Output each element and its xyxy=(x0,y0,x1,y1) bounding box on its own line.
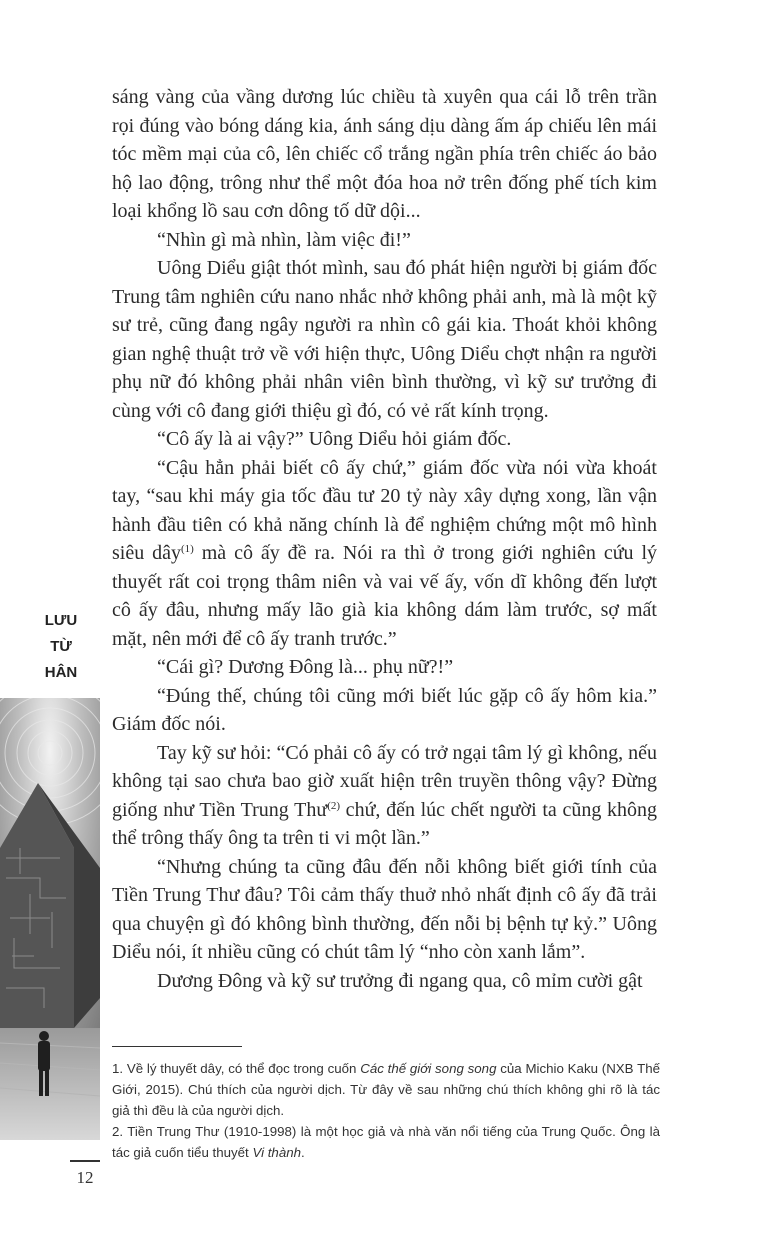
author-line: LƯU xyxy=(44,612,78,629)
book-title: Các thế giới song song xyxy=(360,1061,497,1076)
paragraph xyxy=(112,739,657,853)
cover-art-strip xyxy=(0,698,100,1140)
paragraph xyxy=(112,454,657,654)
footnote-text: của Michio Kaku (NXB Thế Giới, 2015). Chú thích của người dịch. Từ đây về sau những chú thích không ghi rõ là tác giả thì đều là của người dịch. xyxy=(112,1061,660,1118)
footnote-reference: (1) xyxy=(181,543,194,555)
footnote-1 xyxy=(112,1058,660,1121)
paragraph: sáng vàng của vầng dương lúc chiều tà xuyên qua cái lỗ trên trần rọi đúng vào bóng dáng kia, ánh sáng dịu dàng ấm áp chiếu lên mái tóc mềm mại của cô, lên chiếc cổ trắng ngần phía trên chiếc áo bảo hộ lao động, trông như thể một đóa hoa nở trên đống phế tích kim loại khổng lồ sau cơn dông tố dữ dội... xyxy=(112,86,657,222)
author-name-vertical xyxy=(38,608,84,686)
paragraph-text: “Cậu hẳn phải biết cô ấy chứ,” giám đốc vừa nói vừa khoát tay, “sau khi máy gia tốc đầu tư 20 tỷ này xây dựng xong, lần vận hành đầu tiên có khả năng chính là để nghiệm chứng một mô hình siêu dây xyxy=(112,456,657,564)
paragraph-text: chứ, đến lúc chết người ta cũng không thể trông thấy ông ta trên ti vi một lần.” xyxy=(112,798,658,849)
page-number-rule xyxy=(70,1160,100,1162)
paragraph: “Nhưng chúng ta cũng đâu đến nỗi không biết giới tính của Tiền Trung Thư đâu? Tôi cảm thấy thuở nhỏ nhất định cô ấy đã trải qua chuyện gì đó không bình thường, đến nỗi bị bệnh tự kỷ.” Uông Diểu nói, ít nhiều cũng có chút tâm lý “nho còn xanh lắm”. xyxy=(112,855,657,963)
paragraph-text: mà cô ấy đề ra. Nói ra thì ở trong giới nghiên cứu lý thuyết rất coi trọng thâm niên và vai vế ấy, vốn dĩ không đến lượt cô ấy đâu, nhưng mấy lão già kia không dám làm trước, sợ mất mặt, nên mới để cô ấy tranh trước.” xyxy=(112,542,658,650)
paragraph: “Đúng thế, chúng tôi cũng mới biết lúc gặp cô ấy hôm kia.” Giám đốc nói. xyxy=(112,684,657,735)
footnote-text: . xyxy=(301,1145,305,1160)
paragraph: Dương Đông và kỹ sư trưởng đi ngang qua, cô mỉm cười gật xyxy=(157,969,643,992)
paragraph: “Cái gì? Dương Đông là... phụ nữ?!” xyxy=(157,656,454,678)
body-text xyxy=(112,83,657,995)
paragraph: Uông Diểu giật thót mình, sau đó phát hiện người bị giám đốc Trung tâm nghiên cứu nano nhắc nhở không phải anh, mà là một kỹ sư trẻ, cũng đang ngây người ra nhìn cô gái kia. Thoát khỏi không gian nghệ thuật trở về với hiện thực, Uông Diểu chợt nhận ra người phụ nữ đó không phải nhân viên bình thường, vì kỹ sư trưởng đi cùng với cô đang giới thiệu gì đó, có vẻ rất kính trọng. xyxy=(112,257,657,422)
author-line: TỪ xyxy=(50,638,72,655)
footnotes xyxy=(112,1058,660,1163)
book-title: Vi thành xyxy=(252,1145,302,1160)
footnote-divider xyxy=(112,1046,242,1047)
paragraph-text: Tay kỹ sư hỏi: “Có phải cô ấy có trở ngại tâm lý gì không, nếu không tại sao chưa bao giờ xuất hiện trên truyền thông vậy? Đừng giống như Tiền Trung Thư xyxy=(112,741,657,821)
footnote-reference: (2) xyxy=(327,799,341,812)
paragraph: “Cô ấy là ai vậy?” Uông Diểu hỏi giám đốc. xyxy=(157,428,512,450)
paragraph: “Nhìn gì mà nhìn, làm việc đi!” xyxy=(157,228,411,251)
page-number: 12 xyxy=(76,1168,94,1187)
author-line: HÂN xyxy=(44,664,78,681)
footnote-text: 2. Tiền Trung Thư (1910-1998) là một học giả và nhà văn nổi tiếng của Trung Quốc. Ông là tác giả cuốn tiểu thuyết xyxy=(112,1124,660,1160)
footnote-2 xyxy=(112,1121,660,1163)
footnote-text: 1. Về lý thuyết dây, có thể đọc trong cuốn xyxy=(112,1061,361,1076)
cover-art-image xyxy=(0,698,100,1140)
